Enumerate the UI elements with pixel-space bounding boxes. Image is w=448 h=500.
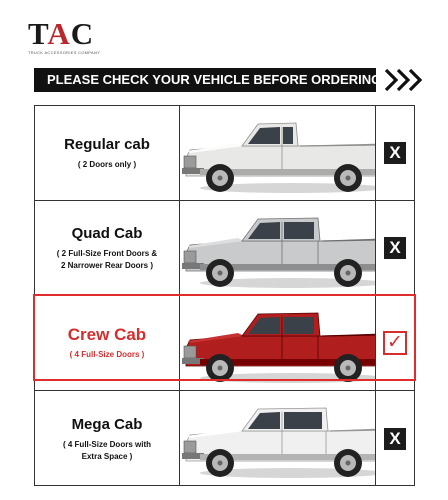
truck-rear-window — [284, 317, 314, 334]
truck-wheel-hub — [218, 366, 223, 371]
tac-logo — [28, 18, 118, 60]
cab-description-line: 2 Narrower Rear Doors ) — [60, 261, 153, 270]
logo-letter-a: A — [47, 16, 71, 51]
cab-description — [74, 159, 140, 171]
truck-image-cell — [180, 391, 376, 486]
truck-wheel-hub — [218, 176, 223, 181]
cab-row-regular — [35, 106, 414, 201]
truck-wheel-hub — [218, 271, 223, 276]
truck-wheel-hub — [346, 461, 351, 466]
truck-image — [180, 106, 376, 200]
cab-label-cell — [35, 391, 180, 486]
truck-grille — [184, 156, 196, 168]
cab-description-line: ( 2 Full-Size Front Doors & — [56, 249, 158, 258]
truck-wheel-hub — [346, 176, 351, 181]
truck-image — [180, 201, 376, 295]
not-compatible-x-icon: X — [384, 142, 406, 164]
cab-compatibility-table — [34, 105, 415, 486]
cab-title: Quad Cab — [71, 225, 143, 242]
cab-description — [59, 439, 155, 463]
compatible-check-icon: ✓ — [383, 331, 407, 355]
truck-grille — [184, 251, 196, 263]
cab-description-line: ( 2 Doors only ) — [77, 160, 137, 169]
truck-wheel-hub — [346, 366, 351, 371]
fit-mark-cell — [376, 391, 414, 486]
cab-description — [53, 248, 161, 272]
truck-grille — [184, 346, 196, 358]
fit-mark-cell — [376, 201, 414, 295]
chevrons-right-icon — [384, 68, 428, 92]
cab-row-quad — [35, 201, 414, 296]
truck-wheel-hub — [346, 271, 351, 276]
truck-rear-window — [284, 412, 322, 429]
cab-title: Mega Cab — [71, 415, 143, 433]
logo-tagline: TRUCK ACCESSORIES COMPANY — [28, 50, 101, 55]
logo-letter-c: C — [70, 16, 95, 51]
order-warning-banner: PLEASE CHECK YOUR VEHICLE BEFORE ORDERING — [34, 68, 376, 92]
cab-row-crew — [35, 296, 414, 391]
truck-wheel-hub — [218, 461, 223, 466]
fit-mark-cell — [376, 106, 414, 200]
logo-letters — [28, 18, 118, 49]
truck-image-cell — [180, 201, 376, 295]
cab-description — [66, 349, 149, 361]
cab-title: Regular cab — [64, 136, 150, 153]
truck-grille — [184, 441, 196, 453]
truck-image-cell — [180, 296, 376, 390]
truck-rear-window — [284, 222, 314, 239]
cab-row-mega — [35, 391, 414, 486]
not-compatible-x-icon: X — [384, 237, 406, 259]
truck-rear-window — [283, 127, 293, 144]
cab-description-line: ( 4 Full-Size Doors with — [62, 439, 151, 449]
cab-label-cell — [35, 106, 180, 200]
truck-image-cell — [180, 106, 376, 200]
logo-letter-t: T — [28, 16, 48, 51]
fit-mark-cell — [376, 296, 414, 390]
truck-image — [180, 391, 376, 486]
cab-description-line: ( 4 Full-Size Doors ) — [69, 350, 145, 359]
cab-label-cell — [35, 201, 180, 295]
cab-description-line: Extra Space ) — [81, 451, 133, 461]
cab-label-cell — [35, 296, 180, 390]
truck-image — [180, 296, 376, 390]
not-compatible-x-icon: X — [384, 428, 406, 450]
cab-title: Crew Cab — [67, 325, 147, 344]
